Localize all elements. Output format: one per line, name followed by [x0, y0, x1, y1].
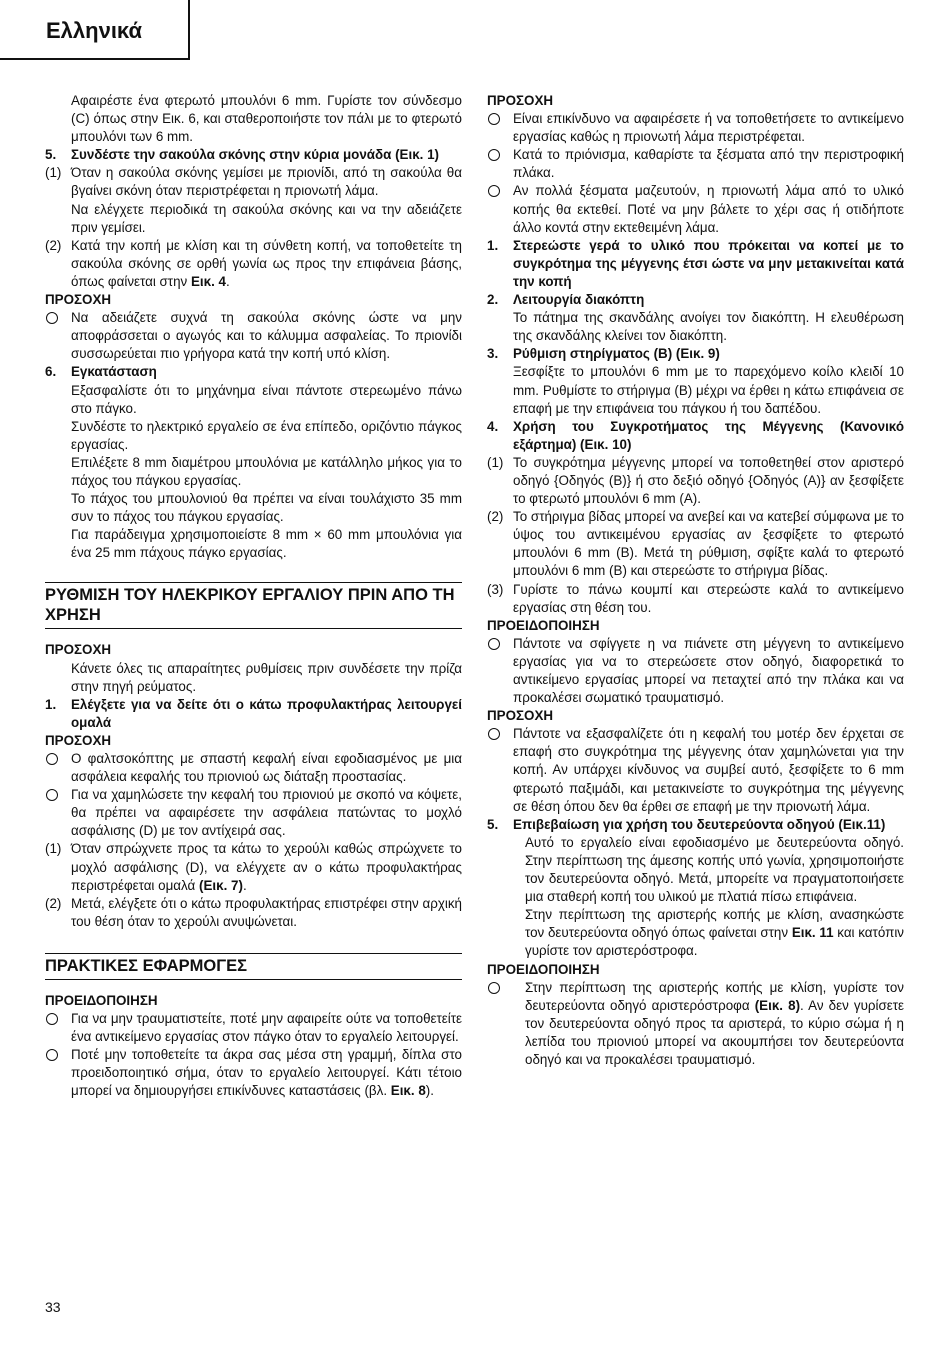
- warning-label: ΠΡΟΕΙΔΟΠΟΙΗΣΗ: [45, 992, 158, 1008]
- step-number: 1.: [487, 237, 499, 253]
- circle-bullet-icon: [488, 185, 500, 197]
- warning-item: [45, 1010, 462, 1046]
- circle-bullet-icon: [46, 1049, 58, 1061]
- substep-number: (1): [487, 454, 504, 470]
- right-column: [487, 92, 904, 1069]
- substep-text: Το στήριγμα βίδας μπορεί να ανεβεί και να κατεβεί σύμφωνα με το ύψος του αντικειμένου εργασίας αν ξεσφίξετε το φτερωτό μπουλόνι 6 mm (B). Μετά τη ρύθμιση, σφίξτε καλά το φτερωτό μπουλόνι 6 mm (B) και στερεώστε το στήριγμα βίδας.: [513, 509, 904, 579]
- app-step-4-heading: [487, 418, 904, 454]
- substep-text: Να ελέγχετε περιοδικά τη σακούλα σκόνης και να την αδειάζετε πριν γεμίσει.: [71, 201, 462, 235]
- substep-number: (3): [487, 581, 504, 597]
- step-number: 4.: [487, 418, 499, 434]
- step-paragraph: Το πάχος του μπουλονιού θα πρέπει να είναι τουλάχιστο 35 mm συν το πάχος του πάγκου εργασίας.: [71, 491, 462, 525]
- figure-reference: Εικ. 8: [390, 1083, 426, 1099]
- section-heading: ΡΥΘΜΙΣΗ ΤΟΥ ΗΛΕΚΡΙΚΟΥ ΕΡΓΑΛΙΟΥ ΠΡΙΝ ΑΠΟ ΤΗ ΧΡΗΣΗ: [45, 582, 462, 629]
- figure-reference: (Εικ. 7): [199, 877, 243, 893]
- step-paragraph: Επιλέξετε 8 mm διαμέτρου μπουλόνια με κατάλληλο μήκος για το πάχος του πάγκου εργασίας.: [71, 454, 462, 488]
- substep-text: Όταν σπρώχνετε προς τα κάτω το χερούλι καθώς σπρώχνετε το μοχλό ασφάλισης (D), να ελέγχετε αν ο κάτω προφυλακτήρας περιστρέφεται ομαλά: [71, 841, 462, 893]
- paragraph-text: Στην περίπτωση της αριστερής κοπής με κλίση, ανασηκώστε τον δευτερεύοντα οδηγό όπως φαίνεται στην: [525, 907, 904, 941]
- circle-bullet-icon: [488, 982, 500, 994]
- substep-text: Κατά την κοπή με κλίση και τη σύνθετη κοπή, να τοποθετείτε τη σακούλα σκόνης σε ορθή γωνία ως προς την επιφάνεια βάσης, όπως φαίνεται στην: [71, 237, 462, 289]
- step-title: Επιβεβαίωση για χρήση του δευτερεύοντα οδηγού (Εικ.11): [513, 816, 886, 832]
- adjust-step-1-1: [45, 840, 462, 894]
- figure-reference: Εικ. 11: [791, 925, 834, 941]
- step-title: Ελέγξετε για να δείτε ότι ο κάτω προφυλακτήρας λειτουργεί ομαλά: [71, 696, 462, 730]
- substep-number: (1): [45, 841, 62, 857]
- app-step-5-heading: [487, 816, 904, 834]
- step-paragraph: Εξασφαλίστε ότι το μηχάνημα είναι πάντοτε στερεωμένο πάνω στο πάγκο.: [71, 382, 462, 416]
- warning-item: [45, 1046, 462, 1100]
- caution-item: [487, 182, 904, 236]
- caution-text: Είναι επικίνδυνο να αφαιρέσετε ή να τοποθετήσετε το αντικείμενο εργασίας καθώς η πριονωτή λάμα περιστρέφεται.: [513, 111, 904, 145]
- substep-text: Όταν η σακούλα σκόνης γεμίσει με πριονίδι, από τη σακούλα θα βγαίνει σκόνη όταν περιστρέφεται η πριονωτή λάμα.: [71, 165, 462, 199]
- step-number: 2.: [487, 292, 499, 308]
- caution-item: [45, 786, 462, 840]
- step-6-heading: [45, 363, 462, 381]
- circle-bullet-icon: [46, 753, 58, 765]
- step-5-1: [45, 164, 462, 236]
- step-paragraph: Για παράδειγμα χρησιμοποιείστε 8 mm × 60 mm μπουλόνια για ένα 25 mm πάχους πάγκο εργασίας.: [71, 527, 462, 561]
- language-tab: [0, 0, 190, 60]
- caution-label: ΠΡΟΣΟΧΗ: [45, 732, 112, 748]
- caution-text: Κάνετε όλες τις απαραίτητες ρυθμίσεις πριν συνδέσετε την πρίζα στην πηγή ρεύματος.: [71, 660, 462, 694]
- caution-text: Να αδειάζετε συχνά τη σακούλα σκόνης ώστε να μην αποφράσσεται ο αγωγός και το κάλυμμα ασφαλείας. Το πριονίδι συσσωρεύεται πιο γρήγορα κατά την κοπή υπό κλίση.: [71, 310, 462, 362]
- intro-paragraph: Αφαιρέστε ένα φτερωτό μπουλόνι 6 mm. Γυρίστε τον σύνδεσμο (C) όπως στην Εικ. 6, και σταθεροποιήστε τον πάλι με το φτερωτό μπουλόνι των 6 mm.: [71, 93, 462, 145]
- step-title: Ρύθμιση στηρίγματος (B) (Εικ. 9): [513, 346, 720, 362]
- app-step-4-3: [487, 581, 904, 617]
- caution-text: Πάντοτε να εξασφαλίζετε ότι η κεφαλή του μοτέρ δεν έρχεται σε επαφή στο συγκρότημα της μέγγενης όταν χαμηλώνεται για την κοπή. Αν υπάρχει κίνδυνος να συμβεί αυτό, ξεσφίξετε το 6 mm φτερωτό παξιμάδι, και μετακινείστε το συγκρότημα της μέγγενης σε θέση όπου δεν θα έρθει σε επαφή με την πριονωτή λάμα.: [513, 726, 904, 814]
- figure-reference: Εικ. 4: [190, 273, 226, 289]
- warning-item: [487, 635, 904, 707]
- punctuation: ).: [425, 1083, 434, 1099]
- caution-item: [487, 725, 904, 815]
- step-number: 5.: [487, 816, 499, 832]
- step-title: Εγκατάσταση: [71, 364, 157, 380]
- substep-number: (2): [45, 895, 62, 911]
- caution-item: [487, 110, 904, 146]
- circle-bullet-icon: [488, 728, 500, 740]
- step-title: Στερεώστε γερά το υλικό που πρόκειται να κοπεί με το συγκρότημα της μέγγενης έτσι ώστε να μην μετακινείται κατά την κοπή: [513, 237, 904, 289]
- step-title: Λειτουργία διακόπτη: [513, 292, 645, 308]
- circle-bullet-icon: [46, 1013, 58, 1025]
- caution-item: [45, 309, 462, 363]
- circle-bullet-icon: [46, 312, 58, 324]
- caution-label: ΠΡΟΣΟΧΗ: [45, 292, 112, 308]
- left-column: [45, 92, 462, 1101]
- punctuation: .: [242, 877, 247, 893]
- step-title: Χρήση του Συγκροτήματος της Μέγγενης (Κανονικό εξάρτημα) (Εικ. 10): [513, 418, 904, 452]
- app-step-4-1: [487, 454, 904, 508]
- section-heading: ΠΡΑΚΤΙΚΕΣ ΕΦΑΡΜΟΓΕΣ: [45, 953, 462, 980]
- caution-label: ΠΡΟΣΟΧΗ: [45, 642, 112, 658]
- app-step-4-2: [487, 508, 904, 580]
- warning-text: Ποτέ μην τοποθετείτε τα άκρα σας μέσα στη γραμμή, δίπλα στο προειδοποιητικό σήμα, όταν το εργαλείο λειτουργεί. Κάτι τέτοιο μπορεί να δημιουργήσει επικίνδυνες καταστάσεις (βλ.: [71, 1047, 462, 1099]
- step-paragraph: Το πάτημα της σκανδάλης ανοίγει τον διακόπτη. Η ελευθέρωση της σκανδάλης κλείνει τον διακόπτη.: [513, 310, 904, 344]
- step-title: Συνδέστε την σακούλα σκόνης στην κύρια μονάδα (Εικ. 1): [71, 147, 440, 163]
- caution-label: ΠΡΟΣΟΧΗ: [487, 93, 554, 108]
- adjust-step-1-2: [45, 895, 462, 931]
- warning-text: Στην περίπτωση της αριστερής κοπής με κλίση, γυρίστε τον δευτερεύοντα οδηγό αριστερόστροφα: [525, 979, 904, 1013]
- warning-item: [487, 979, 904, 1069]
- step-number: 3.: [487, 346, 499, 362]
- app-step-3-heading: [487, 345, 904, 363]
- caution-label: ΠΡΟΣΟΧΗ: [487, 708, 554, 724]
- substep-text: Γυρίστε το πάνω κουμπί και στερεώστε καλά το αντικείμενο εργασίας στη θέση του.: [513, 581, 904, 615]
- caution-item: [45, 750, 462, 786]
- step-paragraph: Αυτό το εργαλείο είναι εφοδιασμένο με δευτερεύοντα οδηγό. Στην περίπτωση της άμεσης κοπής υπό γωνία, χρησιμοποιήστε τον δευτερεύοντα οδηγό. Μετά, μπορείτε να πραγματοποιήσετε μια σταθερή κοπή του υλικού με πλατιά πίσω επιφάνεια.: [525, 834, 904, 905]
- app-step-1-heading: [487, 237, 904, 291]
- substep-text: Το συγκρότημα μέγγενης μπορεί να τοποθετηθεί στον αριστερό οδηγό {Οδηγός (B)} ή στο δεξιό οδηγό {Οδηγός (A)} αν ξεσφίξετε το φτερωτό μπουλόνι 6 mm (A).: [513, 454, 904, 507]
- step-number: 5.: [45, 147, 57, 163]
- substep-number: (2): [45, 237, 62, 253]
- substep-number: (1): [45, 165, 62, 181]
- language-tab-label: Ελληνικά: [46, 18, 142, 43]
- step-number: 1.: [45, 696, 57, 712]
- circle-bullet-icon: [46, 789, 58, 801]
- caution-item: [487, 146, 904, 182]
- step-paragraph: [487, 906, 904, 960]
- step-number: 6.: [45, 364, 57, 380]
- step-5-2: [45, 237, 462, 291]
- step-paragraph: Ξεσφίξτε το μπουλόνι 6 mm με το παρεχόμενο κοίλο κλειδί 10 mm. Ρυθμίστε το στήριγμα (B) μέχρι να έρθει η κάτω επιφάνεια σε επαφή με την επιφάνεια του πάγκου ή του δαπέδου.: [513, 364, 904, 416]
- caution-text: Ο φαλτσοκόπτης με σπαστή κεφαλή είναι εφοδιασμένος με μια ασφάλεια κεφαλής του πριονιού ως διάταξη προστασίας.: [71, 751, 462, 785]
- warning-label: ΠΡΟΕΙΔΟΠΟΙΗΣΗ: [487, 961, 600, 977]
- app-step-2-heading: [487, 291, 904, 309]
- warning-text: . Αν δεν γυρίσετε τον δευτερεύοντα οδηγό προς τα αριστερά, το κύριο σώμα ή η λεπίδα του πριονιού μπορεί να ακουμπήσει τον δευτερεύοντα οδηγό και να προκαλέσει τραυματισμό.: [525, 997, 904, 1067]
- warning-text: Πάντοτε να σφίγγετε η να πιάνετε στη μέγγενη το αντικείμενο εργασίας για να το στερεώσετε στον οδηγό, διαφορετικά το αντικείμενο εργασίας μπορεί να πεταχτεί από την πλάκα και να προκαλέσει σωματικό τραυματισμό.: [513, 635, 904, 706]
- circle-bullet-icon: [488, 638, 500, 650]
- circle-bullet-icon: [488, 113, 500, 125]
- caution-text: Κατά το πριόνισμα, καθαρίστε τα ξέσματα από την περιστροφική πλάκα.: [513, 147, 904, 181]
- caution-text: Για να χαμηλώσετε την κεφαλή του πριονιού με σκοπό να κόψετε, θα πρέπει να αφαιρέσετε την ασφάλεια πατώντας το μοχλό ασφάλισης (D) με τον αντίχειρά σας.: [71, 787, 462, 839]
- adjust-step-1-heading: [45, 696, 462, 732]
- circle-bullet-icon: [488, 149, 500, 161]
- paragraph-text: και κατόπιν γυρίστε τον αριστερόστροφα.: [525, 925, 904, 959]
- caution-text: Αν πολλά ξέσματα μαζευτούν, η πριονωτή λάμα από το υλικό κοπής θα εκτεθεί. Ποτέ να μην βάλετε το χέρι σας ή οτιδήποτε άλλο κοντά στην εκτεθειμένη λάμα.: [513, 183, 904, 235]
- substep-text: Μετά, ελέγξετε ότι ο κάτω προφυλακτήρας επιστρέφει στην αρχική του θέση όταν το χερούλι ανυψώνεται.: [71, 895, 462, 929]
- page-number: 33: [45, 1299, 61, 1315]
- figure-reference: (Εικ. 8): [754, 997, 801, 1013]
- substep-number: (2): [487, 509, 504, 525]
- punctuation: .: [225, 273, 230, 289]
- step-paragraph: Συνδέστε το ηλεκτρικό εργαλείο σε ένα επίπεδο, οριζόντιο πάγκος εργασίας.: [71, 418, 462, 452]
- warning-text: Για να μην τραυματιστείτε, ποτέ μην αφαιρείτε ούτε να τοποθετείτε ένα αντικείμενο εργασίας στον πάγκο όταν το εργαλείο λειτουργεί.: [71, 1011, 462, 1045]
- warning-label: ΠΡΟΕΙΔΟΠΟΙΗΣΗ: [487, 617, 600, 633]
- step-5-heading: [45, 146, 462, 164]
